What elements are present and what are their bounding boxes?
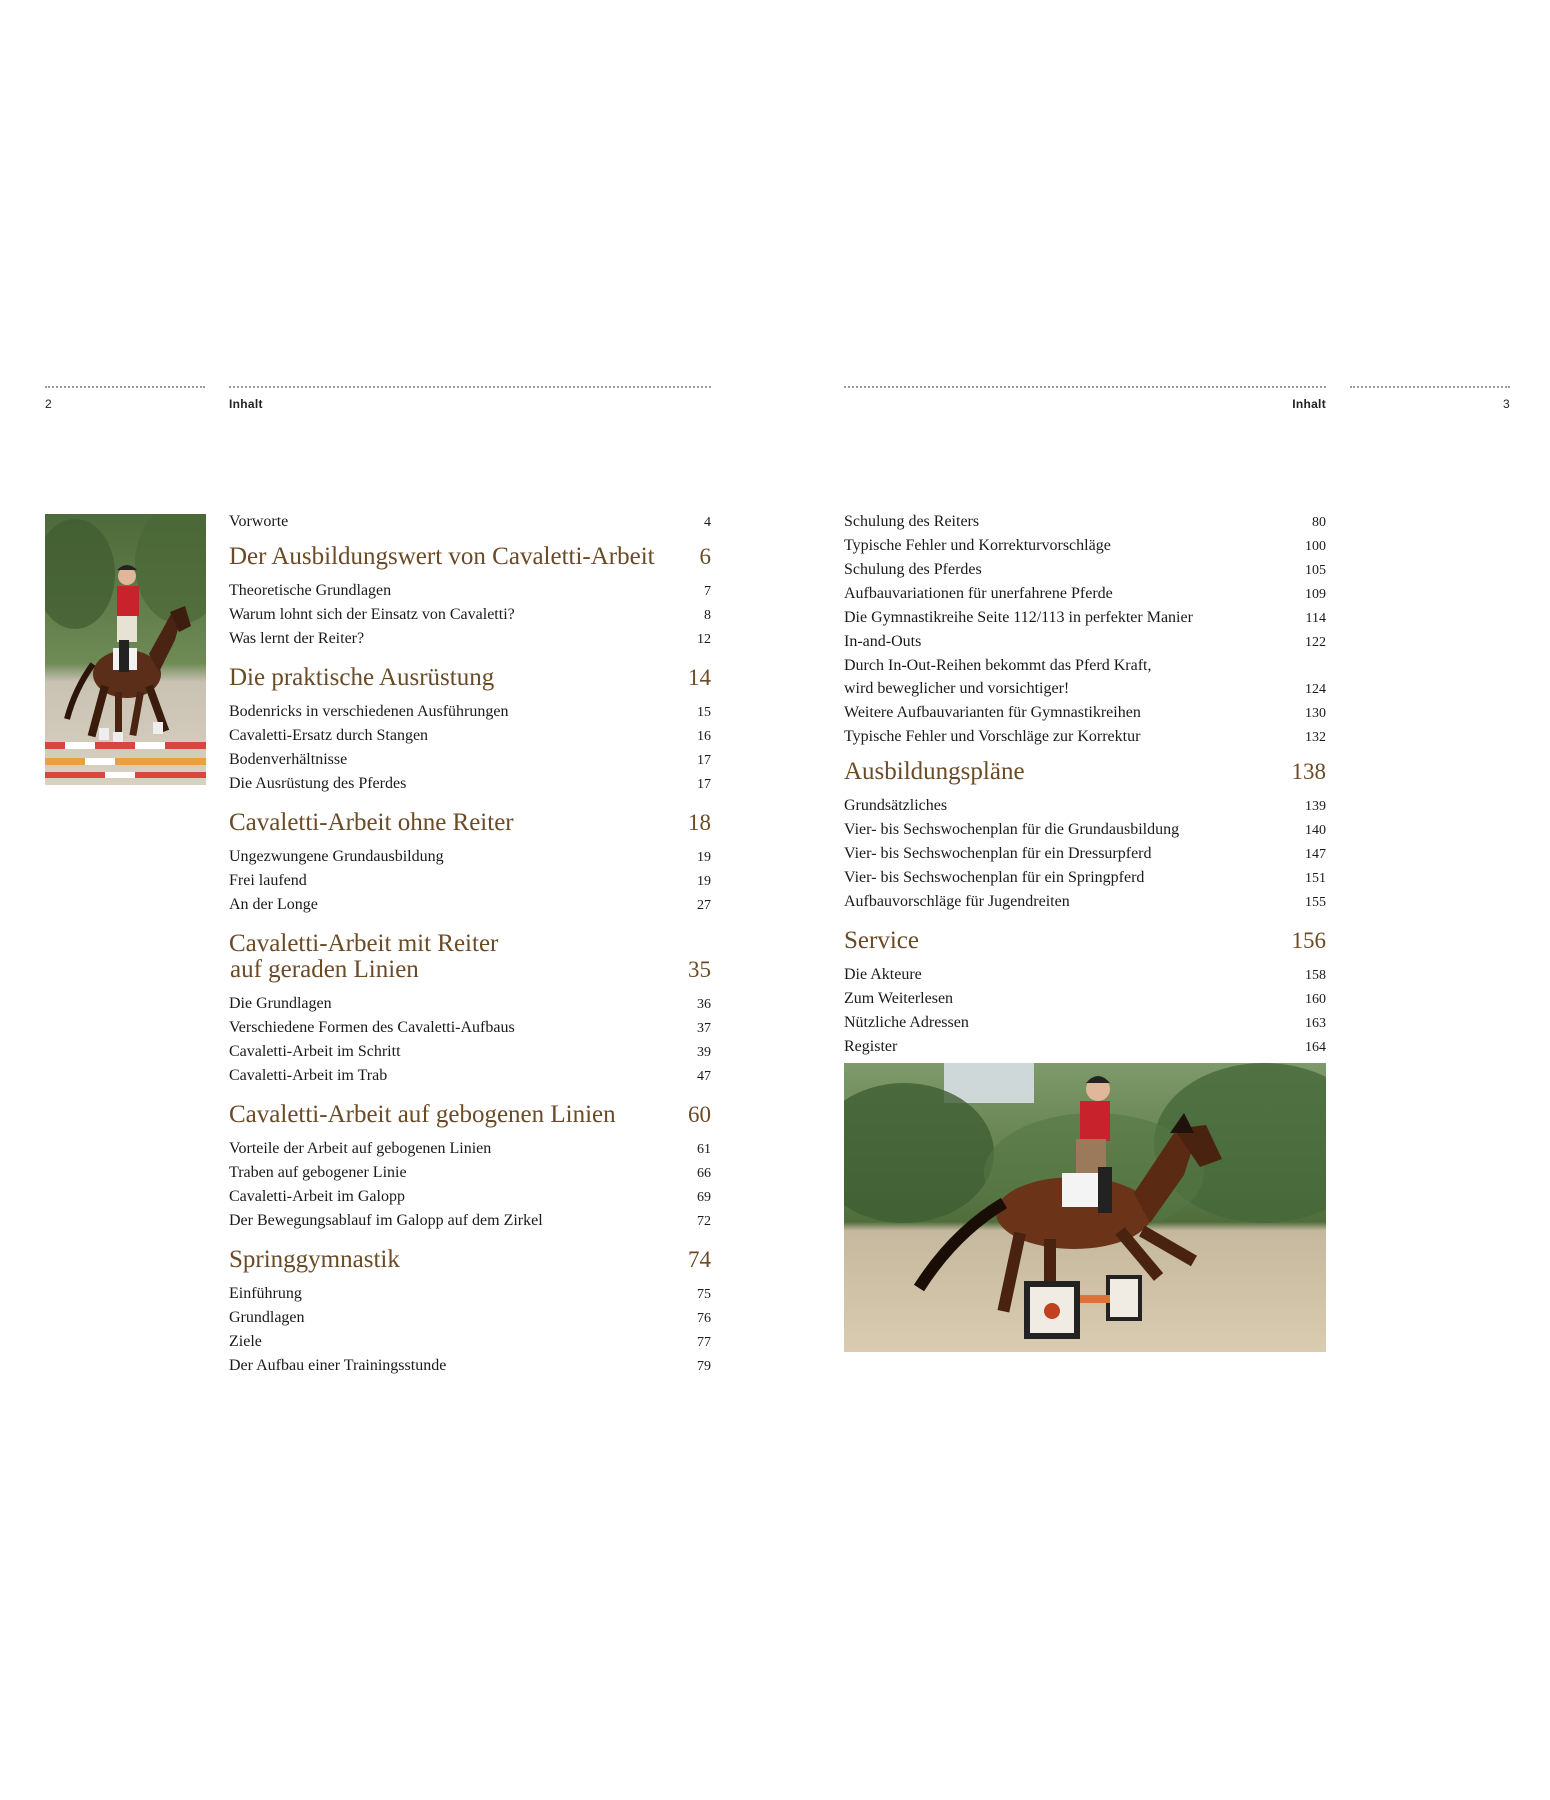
entry-title: Cavaletti-Ersatz durch Stangen (229, 727, 429, 744)
entry-page-number: 19 (697, 874, 711, 889)
entry-title: Bodenricks in verschiedenen Ausführungen (229, 703, 509, 720)
toc-chapter (229, 931, 711, 983)
entry-title: Die Gymnastikreihe Seite 112/113 in perfekter Manier (844, 609, 1193, 626)
chapter-title: Cavaletti-Arbeit auf gebogenen Linien (229, 1101, 616, 1128)
entry-title: Was lernt der Reiter? (229, 630, 365, 647)
chapter-page-number: 60 (688, 1102, 711, 1127)
entry-title: Frei laufend (229, 872, 307, 889)
chapter-page-number: 18 (688, 810, 711, 835)
toc-entry (844, 677, 1326, 701)
toc-chapter (229, 665, 711, 691)
entry-title: Die Akteure (844, 966, 922, 983)
toc-left (229, 510, 711, 1378)
entry-title: Aufbauvariationen für unerfahrene Pferde (844, 585, 1113, 602)
toc-entry (229, 510, 711, 534)
toc-chapter (844, 928, 1326, 954)
toc-entry (844, 987, 1326, 1011)
entry-title: Typische Fehler und Korrekturvorschläge (844, 537, 1111, 554)
entry-title: Vier- bis Sechswochenplan für die Grundausbildung (844, 821, 1180, 838)
entry-title: Die Grundlagen (229, 995, 332, 1012)
entry-title: Schulung des Pferdes (844, 561, 982, 578)
entry-title: Durch In-Out-Reihen bekommt das Pferd Kraft, (844, 657, 1152, 674)
toc-entry (844, 510, 1326, 534)
entry-title: Bodenverhältnisse (229, 751, 348, 768)
entry-page-number: 4 (704, 515, 711, 530)
toc-entry (229, 845, 711, 869)
entry-title: Zum Weiterlesen (844, 990, 954, 1007)
toc-entry (844, 963, 1326, 987)
entry-title: Die Ausrüstung des Pferdes (229, 775, 407, 792)
toc-entry (844, 606, 1326, 630)
entry-page-number: 37 (697, 1021, 711, 1036)
entry-title: Register (844, 1038, 898, 1055)
toc-right (844, 510, 1326, 1059)
entry-page-number: 27 (697, 898, 711, 913)
toc-entry (229, 1040, 711, 1064)
chapter-page-number: 156 (1291, 928, 1326, 953)
entry-title: Traben auf gebogener Linie (229, 1164, 407, 1181)
toc-chapter (844, 759, 1326, 785)
entry-title: Grundlagen (229, 1309, 305, 1326)
toc-entry (229, 748, 711, 772)
toc-entry (229, 1016, 711, 1040)
entry-page-number: 147 (1305, 847, 1326, 862)
toc-chapter (229, 1102, 711, 1128)
entry-title: Vorteile der Arbeit auf gebogenen Linien (229, 1140, 492, 1157)
entry-page-number: 160 (1305, 992, 1326, 1007)
toc-entry (229, 724, 711, 748)
chapter-title: Cavaletti-Arbeit ohne Reiter (229, 809, 514, 836)
entry-title: Schulung des Reiters (844, 513, 980, 530)
entry-title: Vier- bis Sechswochenplan für ein Dressurpferd (844, 845, 1152, 862)
entry-page-number: 80 (1312, 515, 1326, 530)
entry-page-number: 79 (697, 1359, 711, 1374)
entry-page-number: 77 (697, 1335, 711, 1350)
entry-page-number: 8 (704, 608, 711, 623)
entry-page-number: 66 (697, 1166, 711, 1181)
entry-title: An der Longe (229, 896, 318, 913)
toc-entry (229, 1354, 711, 1378)
chapter-title: Die praktische Ausrüstung (229, 664, 495, 691)
entry-title: Verschiedene Formen des Cavaletti-Aufbaus (229, 1019, 515, 1036)
entry-page-number: 12 (697, 632, 711, 647)
toc-entry (229, 1209, 711, 1233)
entry-title: Typische Fehler und Vorschläge zur Korrektur (844, 728, 1141, 745)
toc-entry (229, 1161, 711, 1185)
toc-entry (844, 630, 1326, 654)
header-rule-short (45, 386, 205, 388)
right-page (775, 0, 1550, 1800)
entry-title: Theoretische Grundlagen (229, 582, 392, 599)
toc-entry (844, 794, 1326, 818)
toc-entry (844, 818, 1326, 842)
entry-page-number: 151 (1305, 871, 1326, 886)
toc-entry (229, 579, 711, 603)
entry-title: Vorworte (229, 513, 289, 530)
toc-entry (229, 1185, 711, 1209)
toc-entry (229, 700, 711, 724)
running-head: Inhalt (229, 397, 263, 411)
entry-page-number: 139 (1305, 799, 1326, 814)
entry-page-number: 109 (1305, 587, 1326, 602)
entry-title: Der Aufbau einer Trainingsstunde (229, 1357, 447, 1374)
header-rule-long (229, 386, 711, 388)
entry-page-number: 130 (1305, 706, 1326, 721)
entry-page-number: 100 (1305, 539, 1326, 554)
toc-entry (844, 582, 1326, 606)
entry-page-number: 158 (1305, 968, 1326, 983)
chapter-title: Cavaletti-Arbeit mit Reiter (229, 930, 499, 957)
entry-page-number: 16 (697, 729, 711, 744)
toc-entry (229, 1282, 711, 1306)
toc-entry (229, 1064, 711, 1088)
entry-title: Aufbauvorschläge für Jugendreiten (844, 893, 1070, 910)
toc-entry (229, 772, 711, 796)
entry-title: Der Bewegungsablauf im Galopp auf dem Zirkel (229, 1212, 543, 1229)
toc-chapter (229, 810, 711, 836)
entry-title: Weitere Aufbauvarianten für Gymnastikreihen (844, 704, 1141, 721)
chapter-page-number: 14 (688, 665, 711, 690)
toc-entry (844, 558, 1326, 582)
chapter-title-line2: auf geraden Linien (230, 956, 419, 983)
toc-entry (229, 627, 711, 651)
chapter-page-number: 138 (1291, 759, 1326, 784)
entry-page-number: 17 (697, 753, 711, 768)
chapter-page-number: 35 (688, 957, 711, 982)
toc-entry (844, 842, 1326, 866)
entry-page-number: 164 (1305, 1040, 1326, 1055)
page-number: 2 (45, 397, 52, 411)
photo-dressage-rider-image (45, 514, 206, 785)
chapter-page-number: 74 (688, 1247, 711, 1272)
toc-chapter (229, 544, 711, 570)
entry-page-number: 122 (1305, 635, 1326, 650)
toc-entry (229, 1306, 711, 1330)
toc-entry (229, 869, 711, 893)
header-rule-long (844, 386, 1326, 388)
entry-title: In-and-Outs (844, 633, 922, 650)
entry-page-number: 75 (697, 1287, 711, 1302)
entry-page-number: 132 (1305, 730, 1326, 745)
entry-title: wird beweglicher und vorsichtiger! (844, 680, 1070, 697)
entry-page-number: 36 (697, 997, 711, 1012)
entry-page-number: 19 (697, 850, 711, 865)
header-rule-short (1350, 386, 1510, 388)
entry-page-number: 72 (697, 1214, 711, 1229)
entry-title: Nützliche Adressen (844, 1014, 969, 1031)
toc-entry (844, 701, 1326, 725)
entry-page-number: 155 (1305, 895, 1326, 910)
entry-page-number: 124 (1305, 682, 1326, 697)
entry-title: Einführung (229, 1285, 302, 1302)
toc-chapter (229, 1247, 711, 1273)
toc-entry (844, 890, 1326, 914)
running-head: Inhalt (1292, 397, 1326, 411)
entry-page-number: 114 (1305, 611, 1326, 626)
chapter-title-block (229, 931, 498, 983)
toc-entry (229, 603, 711, 627)
toc-entry (844, 654, 1326, 677)
toc-entry (229, 1330, 711, 1354)
toc-entry (229, 893, 711, 917)
entry-page-number: 105 (1305, 563, 1326, 578)
entry-page-number: 69 (697, 1190, 711, 1205)
page-number: 3 (1503, 397, 1510, 411)
entry-title: Cavaletti-Arbeit im Galopp (229, 1188, 405, 1205)
toc-entry (844, 1035, 1326, 1059)
entry-page-number: 61 (697, 1142, 711, 1157)
entry-page-number: 47 (697, 1069, 711, 1084)
entry-page-number: 15 (697, 705, 711, 720)
entry-title: Cavaletti-Arbeit im Schritt (229, 1043, 401, 1060)
entry-title: Vier- bis Sechswochenplan für ein Springpferd (844, 869, 1145, 886)
chapter-title: Service (844, 927, 919, 954)
chapter-title: Der Ausbildungswert von Cavaletti-Arbeit (229, 543, 655, 570)
chapter-title: Ausbildungspläne (844, 758, 1025, 785)
photo-jumping-rider-image (844, 1063, 1326, 1352)
entry-title: Ungezwungene Grundausbildung (229, 848, 444, 865)
entry-page-number: 140 (1305, 823, 1326, 838)
entry-page-number: 39 (697, 1045, 711, 1060)
toc-entry (844, 866, 1326, 890)
entry-page-number: 17 (697, 777, 711, 792)
entry-page-number: 163 (1305, 1016, 1326, 1031)
toc-entry (844, 1011, 1326, 1035)
photo-jumping-rider (844, 1063, 1326, 1352)
entry-page-number: 76 (697, 1311, 711, 1326)
entry-title: Ziele (229, 1333, 262, 1350)
toc-entry (229, 1137, 711, 1161)
photo-dressage-rider (45, 514, 206, 785)
chapter-title: Springgymnastik (229, 1246, 400, 1273)
toc-entry (844, 725, 1326, 749)
entry-title: Cavaletti-Arbeit im Trab (229, 1067, 388, 1084)
entry-title: Grundsätzliches (844, 797, 948, 814)
entry-page-number: 7 (704, 584, 711, 599)
entry-title: Warum lohnt sich der Einsatz von Cavaletti? (229, 606, 515, 623)
toc-entry (229, 992, 711, 1016)
chapter-page-number: 6 (699, 544, 711, 569)
toc-entry (844, 534, 1326, 558)
